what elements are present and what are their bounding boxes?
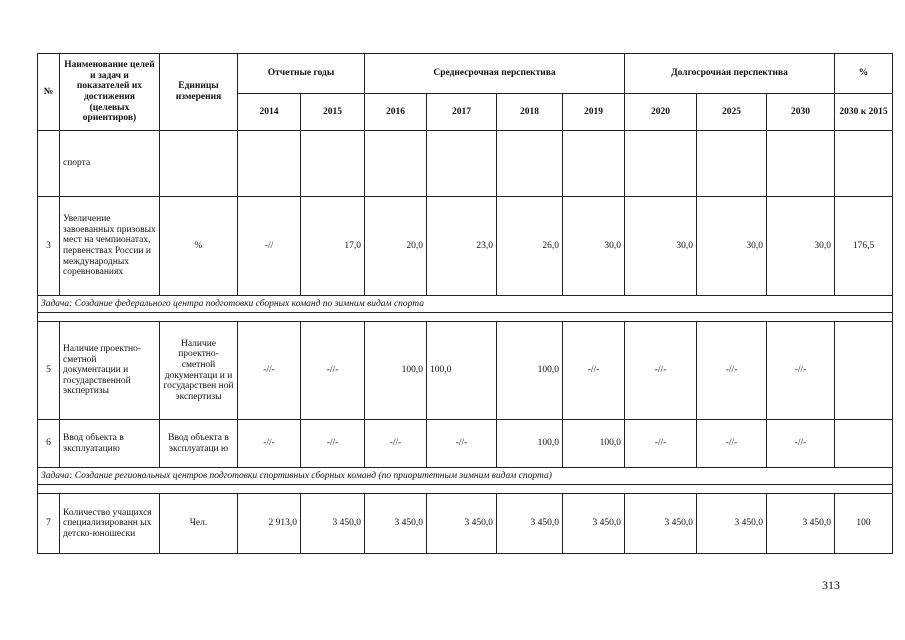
page-number: 313 [822, 578, 840, 592]
row-value: -//- [301, 420, 365, 468]
row-pct [835, 420, 893, 468]
row-name: Наличие проектно- сметной документации и государственной экспертизы [60, 322, 160, 420]
row-value: 100,0 [497, 420, 563, 468]
row-name: Увеличение завоеванных призовых мест на чемпионатах, первенствах России и международных соревнованиях [60, 197, 160, 296]
row-value: 100,0 [563, 420, 625, 468]
row-value: 100,0 [365, 322, 427, 420]
row-value: 100,0 [497, 322, 563, 420]
year-header: 2015 [301, 94, 365, 131]
row-num: 7 [38, 494, 60, 554]
row-value: 2 913,0 [238, 494, 301, 554]
row-name: Количество учащихся специализированн ых детско-юношески [60, 494, 160, 554]
row-value [301, 131, 365, 197]
row-value: -// [238, 197, 301, 296]
row-value: 3 450,0 [365, 494, 427, 554]
row-value [767, 131, 835, 197]
row-value: 30,0 [697, 197, 767, 296]
table-row [38, 494, 893, 554]
row-value: -//- [365, 420, 427, 468]
row-value: 3 450,0 [697, 494, 767, 554]
row-num: 6 [38, 420, 60, 468]
row-value: -//- [767, 420, 835, 468]
group-medium-header: Среднесрочная перспектива [365, 54, 625, 94]
table-row [38, 197, 893, 296]
row-value: -//- [625, 420, 697, 468]
row-value [563, 131, 625, 197]
pct-year-header: 2030 к 2015 [835, 94, 893, 131]
table-row [38, 131, 893, 197]
row-value [497, 131, 563, 197]
row-unit: Ввод объекта в эксплуатаци ю [160, 420, 238, 468]
row-value: 3 450,0 [625, 494, 697, 554]
year-header: 2014 [238, 94, 301, 131]
row-num: 3 [38, 197, 60, 296]
row-value [625, 131, 697, 197]
row-value: 3 450,0 [563, 494, 625, 554]
task-text: Задача: Создание региональных центров подготовки спортивных сборных команд (по приоритетным зимним видам спорта) [38, 468, 893, 485]
year-header: 2025 [697, 94, 767, 131]
row-pct [835, 322, 893, 420]
task-text: Задача: Создание федерального центра подготовки сборных команд по зимним видам спорта [38, 296, 893, 313]
row-value: -//- [767, 322, 835, 420]
year-header: 2019 [563, 94, 625, 131]
year-header: 2030 [767, 94, 835, 131]
group-long-header: Долгосрочная перспектива [625, 54, 835, 94]
year-header: 2018 [497, 94, 563, 131]
col-num-header: № [38, 54, 60, 131]
row-value: 30,0 [563, 197, 625, 296]
col-units-header: Единицы измерения [160, 54, 238, 131]
row-unit: % [160, 197, 238, 296]
indicators-table [37, 53, 893, 554]
row-value: -//- [238, 420, 301, 468]
row-value: 30,0 [767, 197, 835, 296]
table-row [38, 322, 893, 420]
row-num: 5 [38, 322, 60, 420]
group-pct-header: % [835, 54, 893, 94]
col-name-header: Наименование целей и задач и показателей их достижения (целевых ориентиров) [60, 54, 160, 131]
row-value: 30,0 [625, 197, 697, 296]
row-unit: Чел. [160, 494, 238, 554]
row-value: 20,0 [365, 197, 427, 296]
row-pct: 176,5 [835, 197, 893, 296]
row-value: 3 450,0 [301, 494, 365, 554]
row-value: -//- [427, 420, 497, 468]
row-value: -//- [697, 322, 767, 420]
row-value: 17,0 [301, 197, 365, 296]
row-value: 3 450,0 [767, 494, 835, 554]
row-value: -//- [697, 420, 767, 468]
task-row [38, 468, 893, 485]
row-value: 100,0 [427, 322, 497, 420]
row-value: 26,0 [497, 197, 563, 296]
spacer-row [38, 313, 893, 322]
row-pct [835, 131, 893, 197]
row-value [238, 131, 301, 197]
row-value: 23,0 [427, 197, 497, 296]
row-value [365, 131, 427, 197]
group-reported-header: Отчетные годы [238, 54, 365, 94]
row-value: -//- [625, 322, 697, 420]
year-header: 2016 [365, 94, 427, 131]
row-unit [160, 131, 238, 197]
row-value [427, 131, 497, 197]
row-num [38, 131, 60, 197]
row-value: 3 450,0 [427, 494, 497, 554]
row-value: -//- [238, 322, 301, 420]
table-row [38, 420, 893, 468]
row-pct: 100 [835, 494, 893, 554]
spacer-row [38, 485, 893, 494]
row-value: 3 450,0 [497, 494, 563, 554]
year-header: 2017 [427, 94, 497, 131]
row-name: Ввод объекта в эксплуатацию [60, 420, 160, 468]
year-header: 2020 [625, 94, 697, 131]
task-row [38, 296, 893, 313]
row-value: -//- [563, 322, 625, 420]
row-name: спорта [60, 131, 160, 197]
row-unit: Наличие проектно-сметной документаци и и государствен ной экспертизы [160, 322, 238, 420]
row-value [697, 131, 767, 197]
row-value: -//- [301, 322, 365, 420]
